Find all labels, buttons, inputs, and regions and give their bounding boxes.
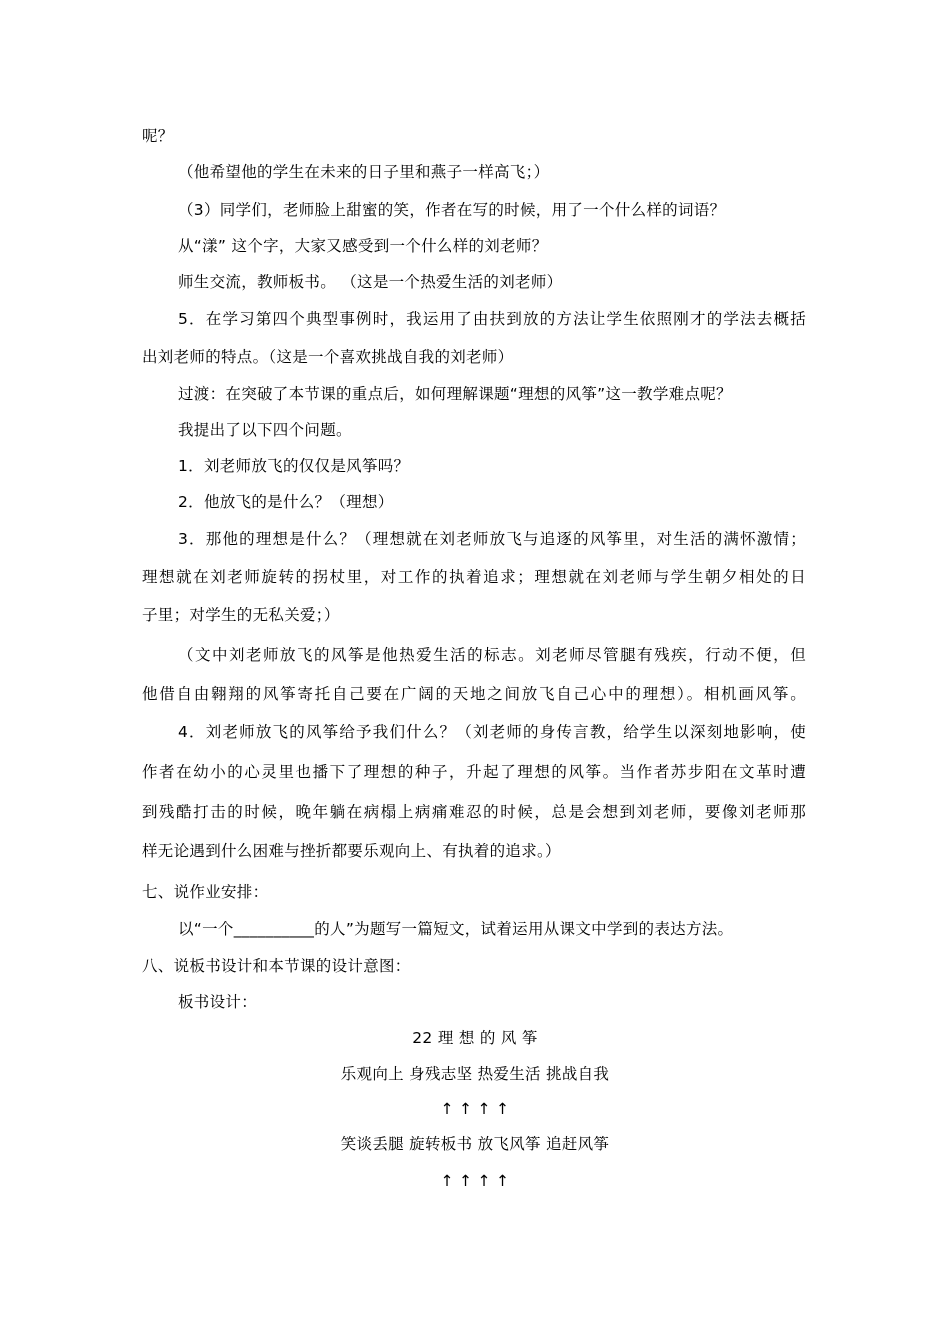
text-line: 2．他放飞的是什么？（理想）: [178, 493, 394, 511]
board-arrows-upper: ↑ ↑ ↑ ↑: [440, 1100, 510, 1118]
board-row-events: 笑谈丢腿 旋转板书 放飞风筝 追赶风筝: [340, 1135, 610, 1153]
board-row-qualities: 乐观向上 身残志坚 热爱生活 挑战自我: [340, 1065, 610, 1083]
board-arrows-lower: ↑ ↑ ↑ ↑: [440, 1172, 510, 1190]
text-line: 出刘老师的特点。（这是一个喜欢挑战自我的刘老师）: [142, 348, 514, 366]
text-line: 过渡：在突破了本节课的重点后，如何理解课题“理想的风筝”这一教学难点呢？: [178, 385, 732, 403]
text-line: （他希望他的学生在未来的日子里和燕子一样高飞；）: [178, 163, 550, 181]
text-line: 作者在幼小的心灵里也播下了理想的种子，升起了理想的风筝。当作者苏步阳在文革时遭: [142, 763, 806, 781]
text-line: 到残酷打击的时候，晚年躺在病榻上病痛难忍的时候，总是会想到刘老师，要像刘老师那: [142, 803, 806, 821]
text-line: 3．那他的理想是什么？（理想就在刘老师放飞与追逐的风筝里，对生活的满怀激情；: [178, 530, 806, 548]
section-heading: 八、说板书设计和本节课的设计意图：: [142, 957, 411, 975]
text-line: 他借自由翱翔的风筝寄托自己要在广阔的天地之间放飞自己心中的理想）。相机画风筝。: [142, 685, 806, 703]
text-line: 呢？: [142, 127, 174, 145]
text-line: （文中刘老师放飞的风筝是他热爱生活的标志。刘老师尽管腿有残疾，行动不便，但: [178, 646, 806, 664]
text-line: 理想就在刘老师旋转的拐杖里，对工作的执着追求；理想就在刘老师与学生朝夕相处的日: [142, 568, 806, 586]
text-line: 板书设计：: [178, 993, 258, 1011]
text-line: 5．在学习第四个典型事例时，我运用了由扶到放的方法让学生依照刚才的学法去概括: [178, 310, 806, 328]
text-line: （3）同学们，老师脸上甜蜜的笑，作者在写的时候，用了一个什么样的词语？: [178, 201, 726, 219]
text-line: 4．刘老师放飞的风筝给予我们什么？（刘老师的身传言教，给学生以深刻地影响，使: [178, 723, 806, 741]
board-title: 22 理 想 的 风 筝: [412, 1029, 538, 1047]
text-line: 1．刘老师放飞的仅仅是风筝吗？: [178, 457, 410, 475]
text-line: 师生交流，教师板书。 （这是一个热爱生活的刘老师）: [178, 273, 563, 291]
text-line: 子里；对学生的无私关爱；）: [142, 606, 340, 624]
text-line: 从“漾” 这个字，大家又感受到一个什么样的刘老师？: [178, 237, 548, 255]
text-line: 我提出了以下四个问题。: [178, 421, 352, 439]
text-line: 样无论遇到什么困难与挫折都要乐观向上、有执着的追求。）: [142, 842, 561, 860]
section-heading: 七、说作业安排：: [142, 883, 269, 901]
text-line: 以“一个__________的人”为题写一篇短文，试着运用从课文中学到的表达方法。: [178, 920, 734, 938]
